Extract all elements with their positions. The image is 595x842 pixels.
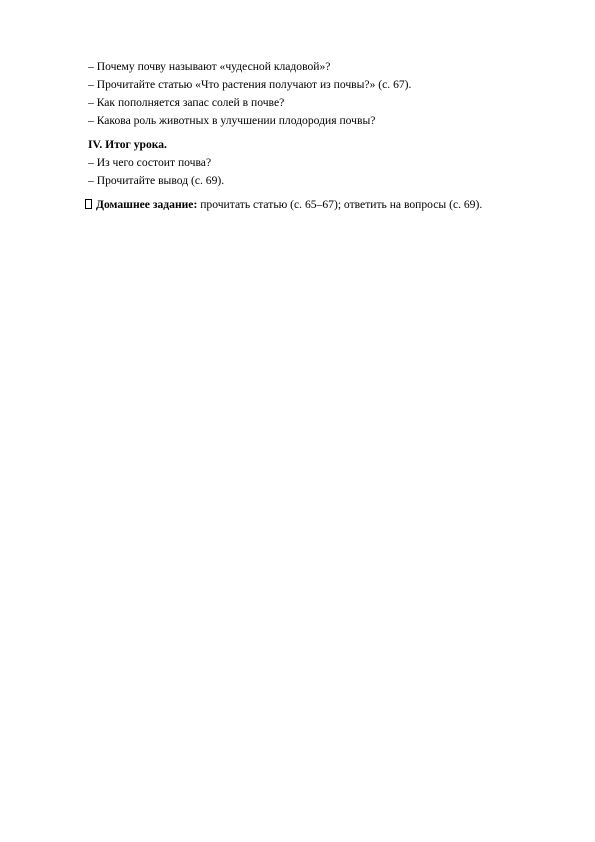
square-bullet-icon [85,199,92,209]
question-line: – Как пополняется запас солей в почве? [88,96,285,109]
homework-paragraph [85,196,558,214]
question-line: – Какова роль животных в улучшении плодородия почвы? [88,114,376,127]
lesson-text [88,58,558,226]
question-line: – Прочитайте вывод (с. 69). [88,174,225,187]
question-line: – Почему почву называют «чудесной кладовой»? [88,60,331,73]
section-heading: IV. Итог урока. [88,138,167,151]
question-line: – Прочитайте статью «Что растения получают из почвы?» (с. 67). [88,78,412,91]
homework-label: Домашнее задание: [96,198,198,211]
homework-text: прочитать статью (с. 65–67); ответить на вопросы (с. 69). [197,198,483,211]
question-line: – Из чего состоит почва? [88,156,212,169]
